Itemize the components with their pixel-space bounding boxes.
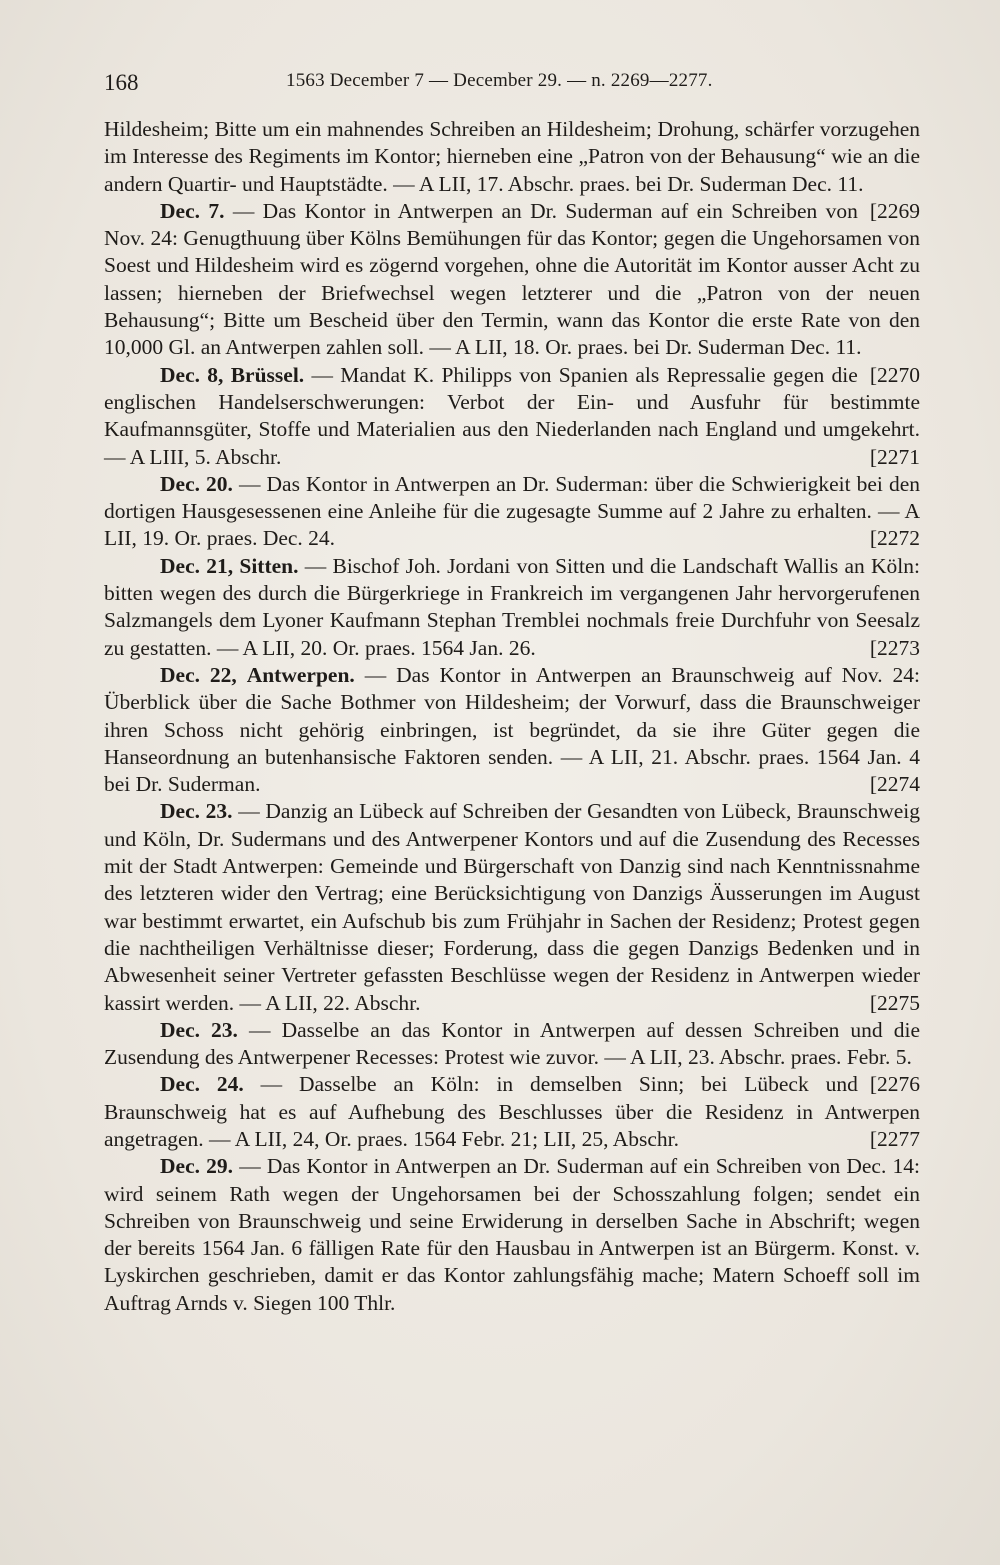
entry-text: Hildesheim; Bitte um ein mahnendes Schreiben an Hildesheim; Drohung, schärfer vorzugehen im Interesse des Regiments im Kontor; hierneben eine „Patron von der Behausung“ wie an die andern Quartir- und Hauptstädte. — A LII, 17. Abschr. praes. bei Dr. Suderman Dec. 11. <box>104 117 920 196</box>
entry-text: — Dasselbe an Köln: in demselben Sinn; bei Lübeck und Braunschweig hat es auf Aufhebung des Beschlusses über die Residenz in Antwerpen angetragen. — A LII, 24, Or. praes. 1564 Febr. 21; LII, 25, Abschr. <box>104 1072 920 1151</box>
entry-text: — Das Kontor in Antwerpen an Dr. Suderman auf ein Schreiben von Nov. 24: Genugthuung über Kölns Bemühungen für das Kontor; gegen die Ungehorsamen von Soest und Hildesheim wird es zögernd vorgehen, ohne die Autorität im Kontor ausser Acht zu lassen; hierneben der Briefwechsel wegen letzterer und die „Patron von der neuen Behausung“; Bitte um Bescheid über den Termin, wann das Kontor die erste Rate von den 10,000 Gl. an Antwerpen zahlen soll. — A LII, 18. Or. praes. bei Dr. Suderman Dec. 11. <box>104 198 920 360</box>
entry-date: Dec. 20. <box>160 471 233 496</box>
entry-date: Dec. 8, <box>160 362 224 387</box>
entry-2271 <box>104 362 920 471</box>
entry-text: — Dasselbe an das Kontor in Antwerpen auf dessen Schreiben und die Zusendung des Antwerpener Recesses: Protest wie zuvor. — A LII, 23. Abschr. praes. Febr. 5. <box>104 1017 921 1070</box>
entry-date: Dec. 23. <box>160 799 233 824</box>
entry-date: Dec. 24. <box>160 1072 244 1097</box>
entry-number: [ 2273 <box>858 635 920 662</box>
entry-date: Dec. 7. <box>160 198 225 223</box>
entry-date: Dec. 29. <box>160 1154 234 1179</box>
entry-number: [ 2274 <box>858 771 920 798</box>
page-number: 168 <box>104 70 139 95</box>
entry-text: — Das Kontor in Antwerpen an Dr. Suderman auf ein Schreiben von Dec. 14: wird seinem Rath wegen der Ungehorsamen bei der Schosszahlung folgen; sendet ein Schreiben von Braunschweig und seine Erwiderung in derselben Sache in Abschrift; wegen der bereits 1564 Jan. 6 fälligen Rate für den Hausbau in Antwerpen ist an Bürgerm. Konst. v. Lyskirchen geschrieben, damit er das Kontor zahlungsfähig mache; Matern Schoeff soll im Auftrag Arnds v. Siegen 100 Thlr. <box>104 1154 920 1315</box>
entry-place: Sitten. <box>239 553 299 578</box>
page-body <box>104 116 920 1317</box>
entry-number: [ 2272 <box>858 525 920 552</box>
entry-date: Dec. 23. <box>160 1017 238 1042</box>
entry-text: — Das Kontor in Antwerpen an Braunschweig auf Nov. 24: Überblick über die Sache Bothmer von Hildesheim; der Vorwurf, dass die Braunschweiger ihren Schoss nicht gehörig einbringen, ist begründet, da sie ihre Güter gegen die Hanseordnung an butenhansische Faktoren senden. — A LII, 21. Abschr. praes. 1564 Jan. 4 bei Dr. Suderman. <box>104 662 921 797</box>
entry-number: [ 2277 <box>858 1126 920 1153</box>
entry-date: Dec. 22, <box>160 662 237 687</box>
entry-2273 <box>104 553 920 662</box>
entry-2272 <box>104 471 920 553</box>
running-head: 1563 December 7 — December 29. — n. 2269—2277. <box>286 70 713 91</box>
entry-place: Brüssel. <box>230 362 305 387</box>
entry-2277 <box>104 1071 920 1153</box>
entry-text: — Mandat K. Philipps von Spanien als Repressalie gegen die englischen Handelserschwerungen: Verbot der Ein- und Ausfuhr für bestimmte Kaufmannsgüter, Stoffe und Materialien aus den Niederlanden nach England und umgekehrt. — A LIII, 5. Abschr. <box>104 362 920 469</box>
entry-number: [ 2271 <box>858 444 920 471</box>
entry-number: [ 2276 <box>858 1071 920 1098</box>
entry-2274 <box>104 662 920 798</box>
entry-dec-29 <box>104 1153 920 1317</box>
entry-place: Antwerpen. <box>246 662 355 687</box>
entry-text: — Das Kontor in Antwerpen an Dr. Suderman: über die Schwierigkeit bei den dortigen Hausgesessenen eine Anleihe für die zugesagte Summe auf 2 Jahre zu erhalten. — A LII, 19. Or. praes. Dec. 24. <box>104 471 921 551</box>
entry-date: Dec. 21, <box>160 553 234 578</box>
entry-number: [ 2275 <box>858 990 920 1017</box>
entry-2275 <box>104 798 920 1016</box>
entry-number: [ 2269 <box>858 198 920 225</box>
entry-text: — Bischof Joh. Jordani von Sitten und die Landschaft Wallis an Köln: bitten wegen des durch die Bürgerkriege in Frankreich im vergangenen Jahr hervorgerufenen Salzmangels dem Lyoner Kaufmann Stephan Tremblei nochmals freie Durchfuhr von Seesalz zu gestatten. — A LII, 20. Or. praes. 1564 Jan. 26. <box>104 553 921 660</box>
entry-number: [ 2270 <box>858 362 920 389</box>
page-header <box>104 70 920 104</box>
entry-text: — Danzig an Lübeck auf Schreiben der Gesandten von Lübeck, Braunschweig und Köln, Dr. Sudermans und des Antwerpener Kontors und auf die Zusendung des Recesses mit der Stadt Antwerpen: Gemeinde und Bürgerschaft von Danzig sind nach Kenntnissnahme des letzteren wider den Vertrag; eine Berücksichtigung von Danzigs Äusserungen im August war bestimmt erwartet, ein Aufschub bis zum Frühjahr in Sachen der Residenz; Protest gegen die nachtheiligen Verhältnisse dieser; Forderung, dass die gegen Danzigs Bedenken und in Abwesenheit seiner Vertreter gefassten Beschlüsse wegen der Residenz in Antwerpen wieder kassirt werden. — A LII, 22. Abschr. <box>104 799 920 1015</box>
